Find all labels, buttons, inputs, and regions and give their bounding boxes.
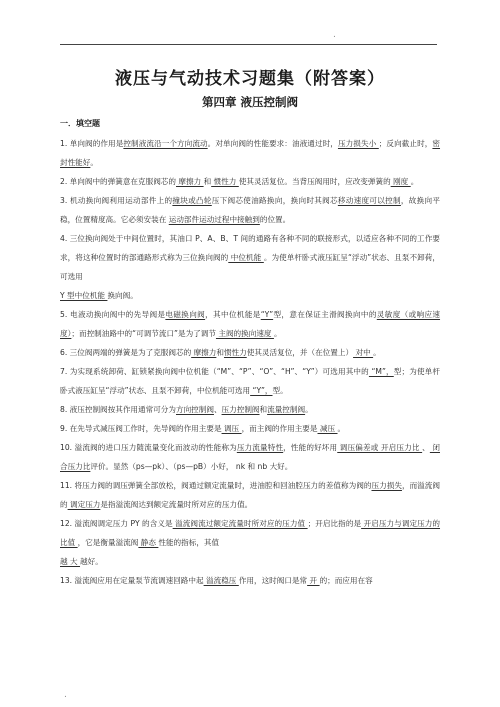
document-title: 液压与气动技术习题集（附答案） xyxy=(115,69,385,89)
footer-dot: . xyxy=(64,690,67,700)
answer-text: 中位机能 xyxy=(228,253,264,262)
question-text: 是指溢流阀达到额定流量时所对应的压力值。 xyxy=(100,500,253,509)
answer-text: 压力控制阀 xyxy=(221,405,260,414)
question-text: ，而主阀的作用主要是 xyxy=(241,424,318,433)
question-text: 的；而应用在容 xyxy=(319,576,373,585)
question-paragraph xyxy=(60,305,440,343)
question-text: 评价。显然（ps—pk）、（ps—pB）小好， nk 和 nb 大好。 xyxy=(90,462,293,471)
question-text: 12. 溢流阀调定压力 PY 的含义是 xyxy=(60,519,173,528)
question-text: 作用，这时阀口是常 xyxy=(238,576,308,585)
question-paragraph xyxy=(60,419,440,438)
question-text: 10. 溢流阀的进口压力随流量变化而波动的性能称为 xyxy=(60,443,237,452)
question-text: ；反向截止时， xyxy=(378,139,433,148)
answer-text: 溢流阀流过额定流量时所对应的压力值 xyxy=(172,519,308,528)
section-heading: 一．填空题 xyxy=(60,119,100,128)
question-paragraph xyxy=(60,229,440,286)
question-paragraph xyxy=(60,286,440,305)
question-text: 9. 在先导式减压阀工作时，先导阀的作用主要是 xyxy=(60,424,222,433)
question-text: 。 xyxy=(305,405,313,414)
question-text: 使其灵活复位，并（在位置上） xyxy=(246,348,354,357)
question-text: 使其灵活复位。当背压阀用时，应改变弹簧的 xyxy=(238,177,391,186)
answer-text: 调压 xyxy=(221,424,242,433)
question-paragraph xyxy=(60,476,440,514)
question-text: 。 xyxy=(273,329,282,338)
answer-text: “Y”， xyxy=(250,386,273,395)
question-text: ，性能的好坏用 xyxy=(283,443,338,452)
answer-text: 压力损失小 xyxy=(337,139,379,148)
answer-text: 主阀的换向速度 xyxy=(215,329,274,338)
question-paragraph xyxy=(60,191,440,229)
question-text: 。 xyxy=(373,348,381,357)
answer-text: Y 型中位机能 xyxy=(60,291,108,300)
answer-text: 越 大 xyxy=(60,557,81,566)
answer-text: 电磁换向阀 xyxy=(165,310,206,319)
question-text: 7. 为实现系统卸荷、缸锁紧换向阀中位机能（“M”、“P”、“O”、“H”、“Y”）可选用其中的 xyxy=(60,367,369,376)
question-text: 4. 三位换向阀处于中间位置时，其油口 P、A、B、T 间的通路有各种不同的联接形式，以适应各种不同的工作要求，将这种位置时的部通路形式称为三位换向阀的 xyxy=(60,234,440,262)
answer-text: 调压偏差或 开启压力比 xyxy=(337,443,423,452)
question-paragraph xyxy=(60,571,440,590)
answer-text: 对中 xyxy=(353,348,374,357)
question-text: ，它是衡量溢流阀 xyxy=(77,538,139,547)
answer-text: 运动部件运动过程中接触到 xyxy=(168,215,260,224)
question-text: ，而溢流阀的 xyxy=(60,481,441,509)
question-text: 11. 将压力阀的调压弹簧全部放松，阀通过额定流量时，进油腔和回油腔压力的差值称为阀的 xyxy=(60,481,372,490)
question-text: 13. 溢流阀应用在定量泵节流调速回路中起 xyxy=(60,576,204,585)
answer-text: 调定压力 xyxy=(67,500,101,509)
question-text: 2. 单向阀中的弹簧意在克服阀芯的 xyxy=(60,177,176,186)
question-paragraph xyxy=(60,400,440,419)
header-dot: . xyxy=(333,30,336,40)
question-text: 。对单向阀的性能要求：油液通过时， xyxy=(207,139,338,148)
answer-text: 流量控制阀 xyxy=(267,405,306,414)
question-paragraph xyxy=(60,552,440,571)
answer-text: 压力损失 xyxy=(371,481,402,490)
answer-text: 摩擦力 xyxy=(191,348,217,357)
question-text: 8. 液压控制阀按其作用通常可分为 xyxy=(60,405,176,414)
answer-text: 开启压力与调定压力的比值 xyxy=(60,519,441,547)
question-text: 和 xyxy=(216,348,224,357)
question-text: 性能的指标，其值 xyxy=(158,538,220,547)
question-text: 越好。 xyxy=(80,557,103,566)
answer-text: “Y” xyxy=(260,310,274,319)
answer-text: 惯性力 xyxy=(223,348,247,357)
question-text: 和 xyxy=(259,405,268,414)
question-text: 3. 机动换向阀利用运动部件上的 xyxy=(60,196,173,205)
question-text: 。为使单杆卧式液压缸呈“浮动”状态、且泵不卸荷，可选用 xyxy=(60,253,441,281)
answer-text: 开 xyxy=(307,576,320,585)
question-text: 6. 三位阀两端的弹簧是为了克服阀芯的 xyxy=(60,348,192,357)
chapter-heading: 第四章 液压控制阀 xyxy=(201,95,298,109)
answer-text: 撞块或凸轮 xyxy=(172,196,212,205)
question-text: 5. 电液动换向阀中的先导阀是 xyxy=(60,310,166,319)
question-text: ；开启比指的是 xyxy=(307,519,362,528)
question-text: 。 xyxy=(90,158,98,167)
question-text: 和 xyxy=(203,177,212,186)
answer-text: 控制液流沿一个方向流动 xyxy=(123,139,208,148)
question-paragraph xyxy=(60,438,440,476)
question-paragraph xyxy=(60,172,440,191)
answer-text: 移动速度可以控制 xyxy=(337,196,401,205)
question-text: 换向阀。 xyxy=(107,291,138,300)
answer-text: 溢流稳压 xyxy=(203,576,239,585)
question-text: 型；为使单杆卧式液压缸呈“浮动”状态、且泵不卸荷，中位机能可选用 xyxy=(60,367,441,395)
question-text: 。 xyxy=(337,424,346,433)
answer-text: 灵敏度（或响应速度） xyxy=(60,310,441,338)
question-paragraph xyxy=(60,514,440,552)
question-text: 的位置。 xyxy=(259,215,291,224)
question-text: 型，意在保证主滑阀换向中的 xyxy=(273,310,377,319)
question-list xyxy=(60,134,440,590)
question-paragraph xyxy=(60,343,440,362)
question-text: ，故换向平稳，位置精度高。它必须安装在 xyxy=(60,196,441,224)
question-text: 1. 单向阀的作用是 xyxy=(60,139,124,148)
answer-text: 方向控制阀 xyxy=(175,405,214,414)
answer-text: 压力流量特性 xyxy=(236,443,284,452)
answer-text: 减压 xyxy=(317,424,338,433)
answer-text: 惯性力 xyxy=(211,177,239,186)
answer-text: 密封性能好 xyxy=(60,139,441,167)
question-text: 、 xyxy=(422,443,430,452)
answer-text: “M”， xyxy=(368,367,394,376)
question-text: 。 xyxy=(410,177,419,186)
answer-text: 摩擦力 xyxy=(175,177,204,186)
question-text: ，其中位机能是 xyxy=(205,310,261,319)
question-text: 压下阀芯使油路换向，换向时其阀芯 xyxy=(211,196,338,205)
question-paragraph xyxy=(60,134,440,172)
answer-text: 闭合压力比 xyxy=(60,443,440,471)
question-text: 、 xyxy=(213,405,222,414)
question-text: ；而控制油路中的“可调节流口”是为了调节 xyxy=(71,329,216,338)
question-text: 型。 xyxy=(272,386,288,395)
answer-text: 刚度 xyxy=(390,177,411,186)
question-paragraph xyxy=(60,362,440,400)
answer-text: 静态 xyxy=(138,538,159,547)
header-rule xyxy=(60,44,437,45)
